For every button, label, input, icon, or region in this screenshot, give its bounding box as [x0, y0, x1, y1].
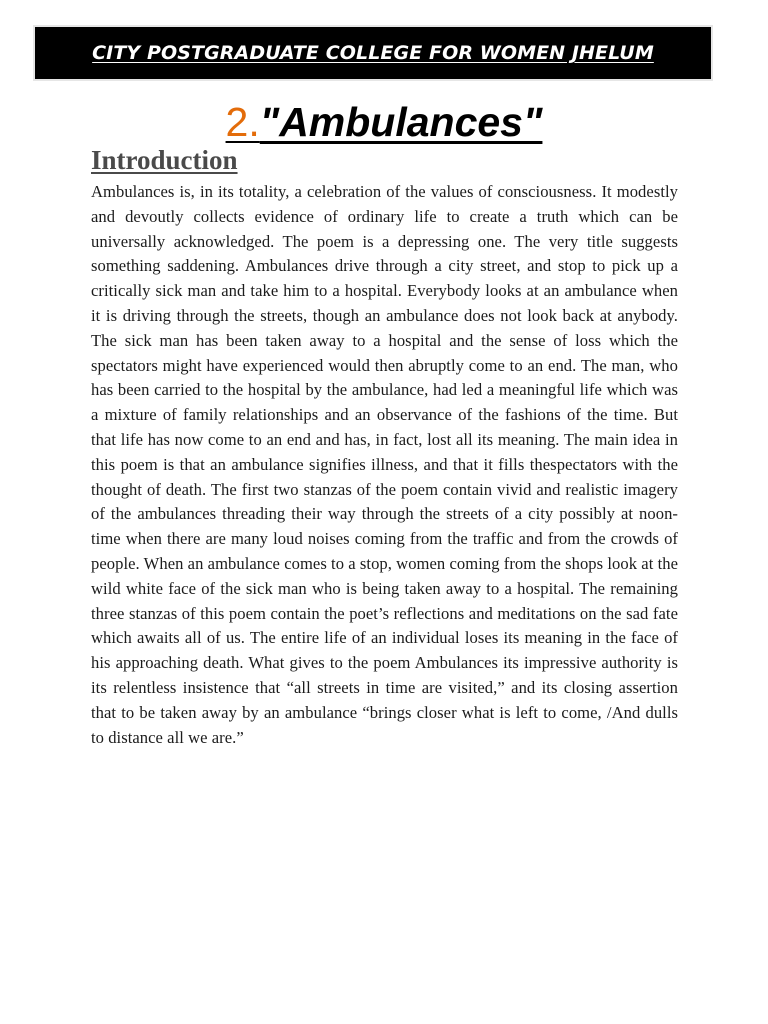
title-number: 2. [225, 99, 260, 145]
introduction-paragraph: Ambulances is, in its totality, a celebration of the values of consciousness. It modestly and devoutly collects evidence of ordinary life to create a truth which can be universally acknowledged. The poem is a depressing one. The very title suggests something saddening. Ambulances drive through a city street, and stop to pick up a critically sick man and take him to a hospital. Everybody looks at an ambulance when it is driving through the streets, though an ambulance does not look back at anybody. The sick man has been taken away to a hospital and the sense of loss which the spectators might have experienced would then abruptly come to an end. The man, who has been carried to the hospital by the ambulance, had led a meaningful life which was a mixture of family relationships and an observance of the fashions of the time. But that life has now come to an end and has, in fact, lost all its meaning. The main idea in this poem is that an ambulance signifies illness, and that it fills thespectators with the thought of death. The first two stanzas of the poem contain vivid and realistic imagery of the ambulances threading their way through the streets of a city possibly at noon-time when there are many loud noises coming from the traffic and from the crowds of people. When an ambulance comes to a stop, women coming from the shops look at the wild white face of the sick man who is being taken away to a hospital. The remaining three stanzas of this poem contain the poet’s reflections and meditations on the sad fate which awaits all of us. The entire life of an individual loses its meaning in the face of his approaching death. What gives to the poem Ambulances its impressive authority is its relentless insistence that “all streets in time are visited,” and its closing assertion that to be taken away by an ambulance “brings closer what is left to come, /And dulls to distance all we are.” [91, 182, 678, 747]
title-text: "Ambulances" [259, 99, 543, 145]
college-banner [35, 27, 711, 79]
college-name: CITY POSTGRADUATE COLLEGE FOR WOMEN JHELUM [92, 42, 654, 64]
document-title [0, 96, 768, 148]
section-heading: Introduction [91, 145, 238, 175]
